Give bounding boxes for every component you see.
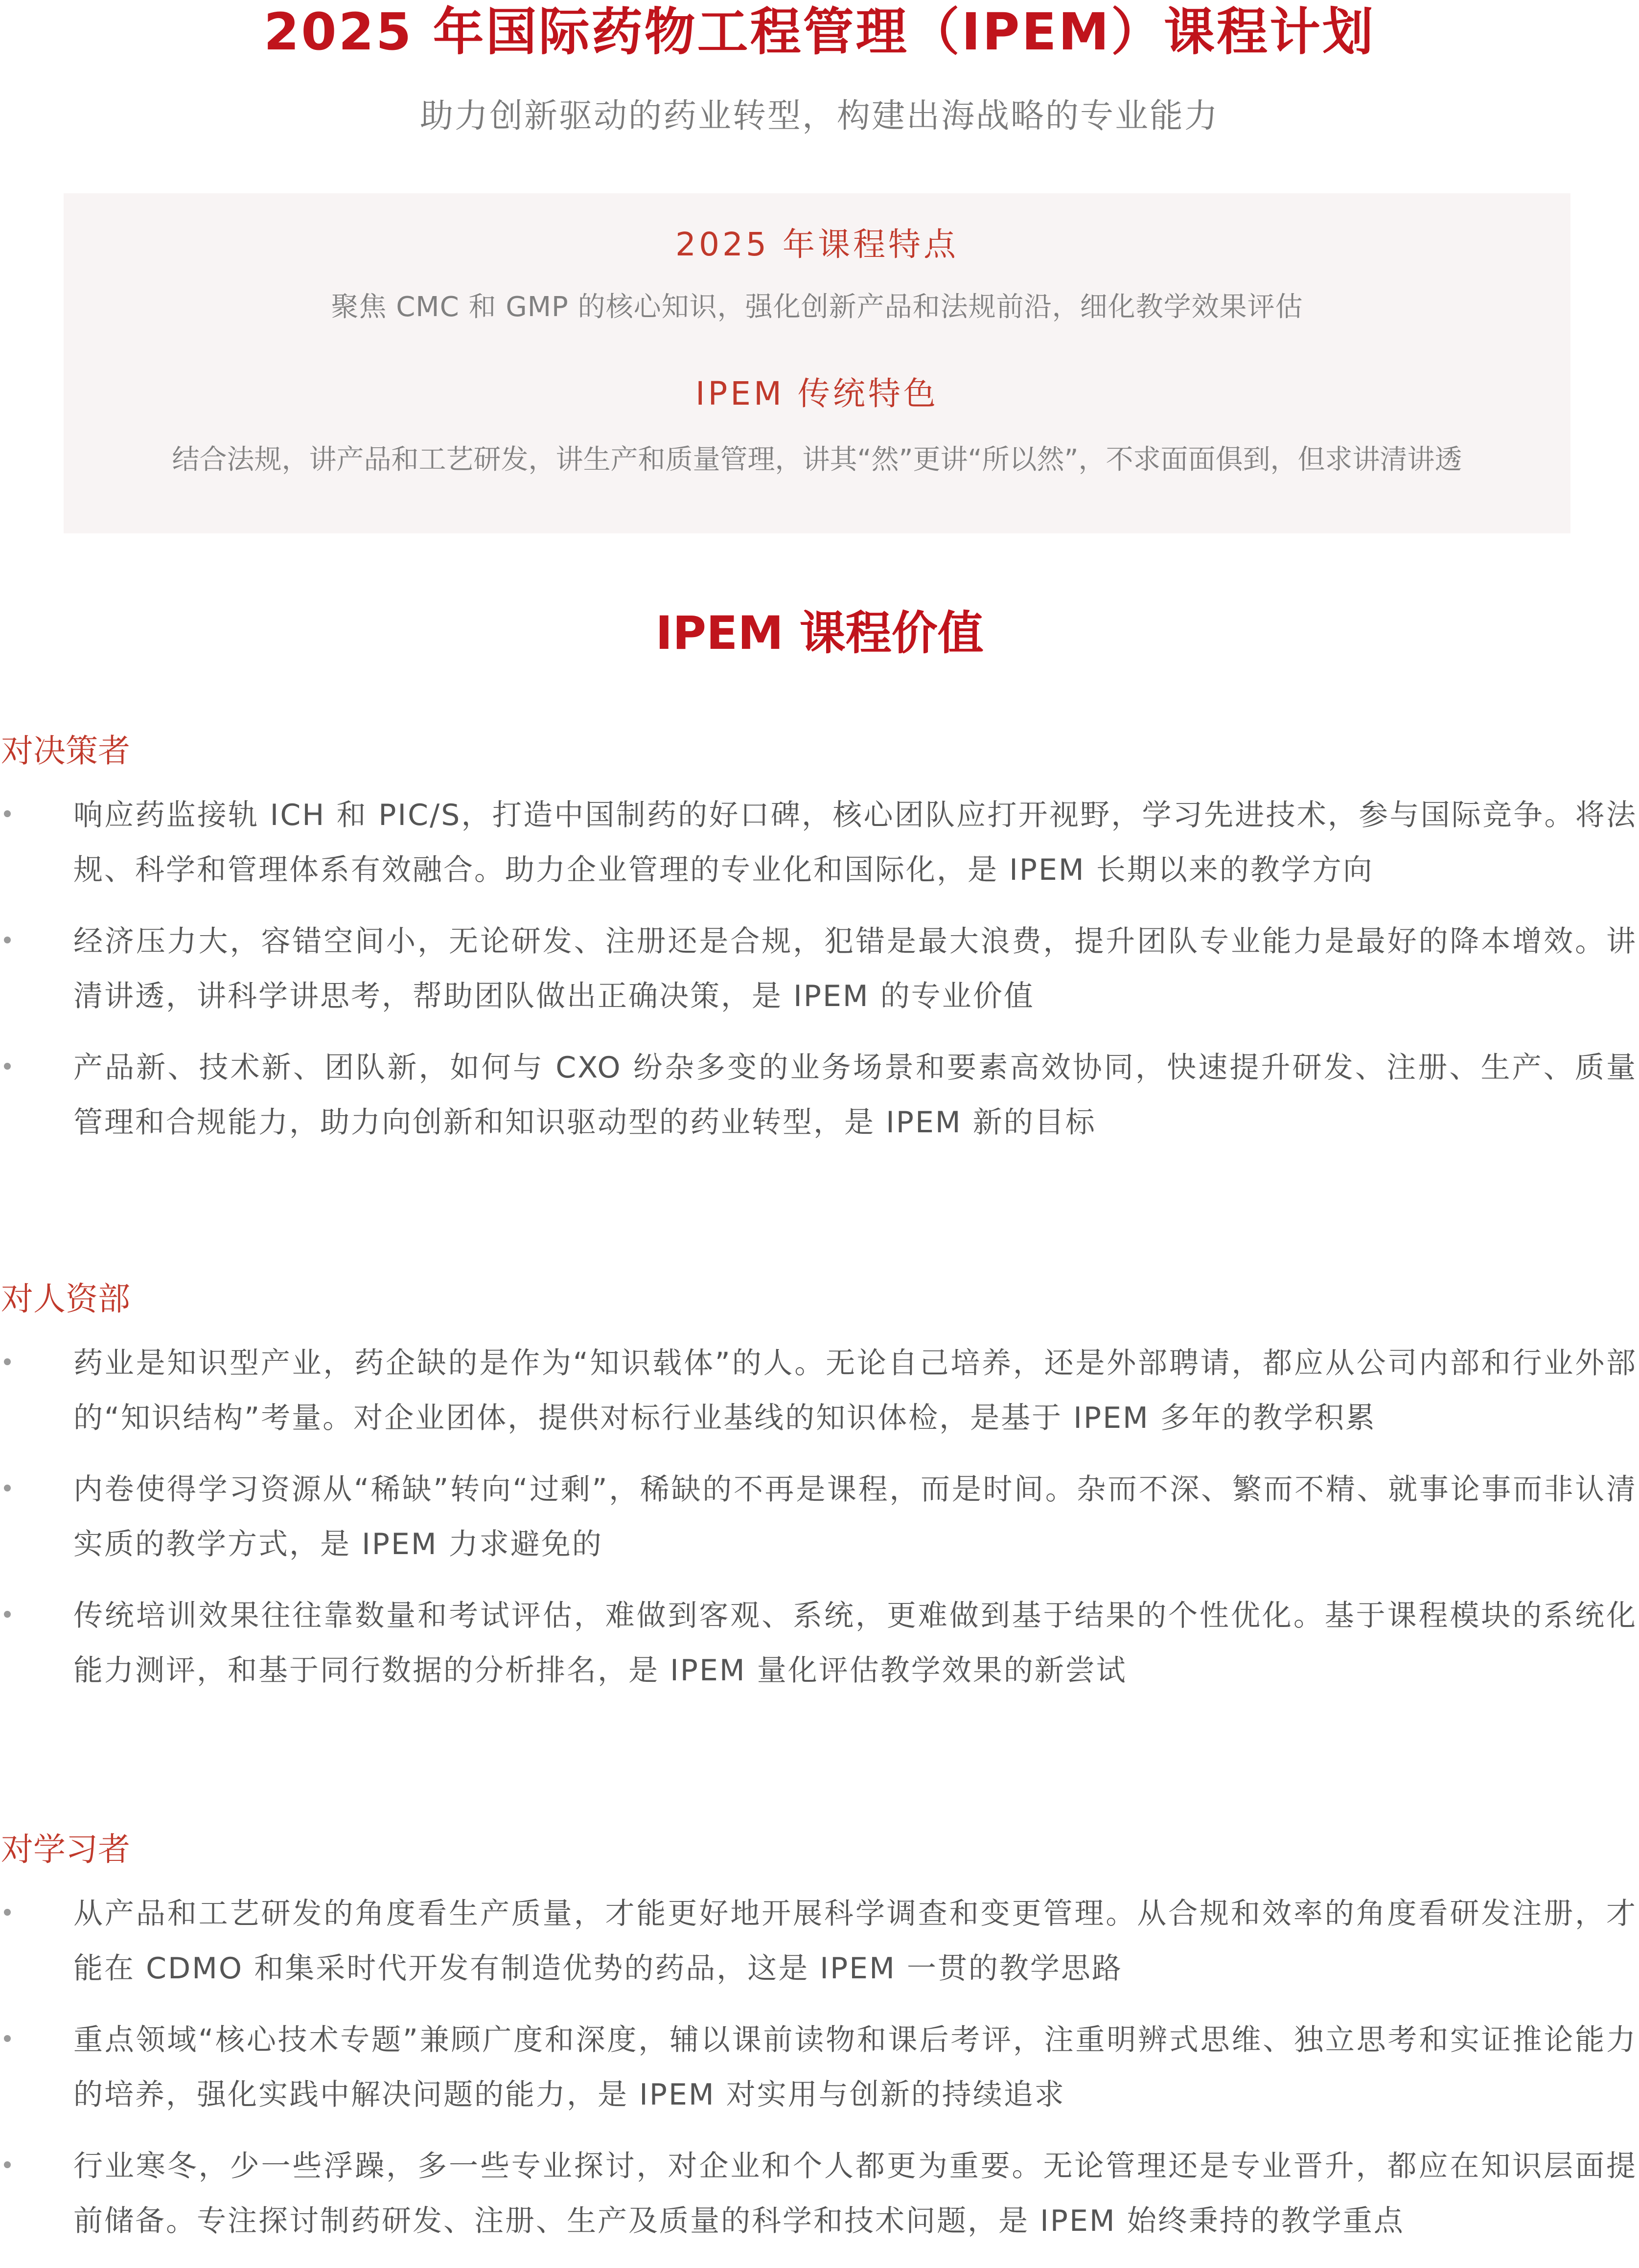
- list-item-text: 行业寒冬，少一些浮躁，多一些专业探讨，对企业和个人都更为重要。无论管理还是专业晋升，都应在知识层面提前储备。专注探讨制药研发、注册、生产及质量的科学和技术问题，是 IPEM 始终秉持的教学重点: [73, 2149, 1637, 2238]
- list-item: [0, 1462, 1639, 1572]
- list-item-text: 内卷使得学习资源从“稀缺”转向“过剩”，稀缺的不再是课程，而是时间。杂而不深、繁而不精、就事论事而非认清实质的教学方式，是 IPEM 力求避免的: [73, 1472, 1637, 1561]
- page-title: 2025 年国际药物工程管理（IPEM）课程计划: [263, 2, 1376, 62]
- list-item-text: 传统培训效果往往靠数量和考试评估，难做到客观、系统，更难做到基于结果的个性优化。基于课程模块的系统化能力测评，和基于同行数据的分析排名，是 IPEM 量化评估教学效果的新尝试: [73, 1599, 1637, 1688]
- year-features-desc: 聚焦 CMC 和 GMP 的核心知识，强化创新产品和法规前沿，细化教学效果评估: [331, 291, 1303, 323]
- value-section-title: IPEM 课程价值: [655, 607, 984, 660]
- list-item: [0, 1336, 1639, 1445]
- list-item-text: 产品新、技术新、团队新，如何与 CXO 纷杂多变的业务场景和要素高效协同，快速提升研发、注册、生产、质量管理和合规能力，助力向创新和知识驱动型的药业转型，是 IPEM 新的目标: [73, 1051, 1637, 1140]
- bullet-list: [0, 1336, 1639, 1698]
- tradition-desc: 结合法规，讲产品和工艺研发，讲生产和质量管理，讲其“然”更讲“所以然”，不求面面俱到，但求讲清讲透: [172, 444, 1462, 476]
- audience-heading: 对学习者: [1, 1831, 130, 1868]
- year-features-heading: 2025 年课程特点: [675, 226, 959, 263]
- audience-heading: 对人资部: [1, 1280, 130, 1318]
- list-item: [0, 1886, 1639, 1996]
- list-item: [0, 788, 1639, 897]
- bullet-dot-icon: [4, 2035, 11, 2042]
- feature-box: [64, 193, 1570, 533]
- audience-learners: [0, 1828, 1639, 2265]
- bullet-list: [0, 1886, 1639, 2248]
- audience-hr: [0, 1277, 1639, 1715]
- list-item-text: 重点领域“核心技术专题”兼顾广度和深度，辅以课前读物和课后考评，注重明辨式思维、独立思考和实证推论能力的培养，强化实践中解决问题的能力，是 IPEM 对实用与创新的持续追求: [73, 2023, 1637, 2112]
- tradition-heading: IPEM 传统特色: [695, 375, 939, 412]
- list-item-text: 经济压力大，容错空间小，无论研发、注册还是合规，犯错是最大浪费，提升团队专业能力是最好的降本增效。讲清讲透，讲科学讲思考，帮助团队做出正确决策，是 IPEM 的专业价值: [73, 924, 1637, 1013]
- list-item: [0, 2013, 1639, 2122]
- bullet-dot-icon: [4, 1358, 11, 1365]
- bullet-dot-icon: [4, 1909, 11, 1916]
- list-item: [0, 1040, 1639, 1150]
- list-item-text: 从产品和工艺研发的角度看生产质量，才能更好地开展科学调查和变更管理。从合规和效率的角度看研发注册，才能在 CDMO 和集采时代开发有制造优势的药品，这是 IPEM 一贯的教学思路: [73, 1897, 1637, 1986]
- list-item: [0, 2139, 1639, 2248]
- bullet-dot-icon: [4, 810, 11, 817]
- list-item: [0, 1588, 1639, 1698]
- bullet-list: [0, 788, 1639, 1150]
- bullet-dot-icon: [4, 1485, 11, 1491]
- bullet-dot-icon: [4, 2161, 11, 2168]
- bullet-dot-icon: [4, 937, 11, 943]
- bullet-dot-icon: [4, 1063, 11, 1070]
- list-item-text: 响应药监接轨 ICH 和 PIC/S，打造中国制药的好口碑，核心团队应打开视野，学习先进技术，参与国际竞争。将法规、科学和管理体系有效融合。助力企业管理的专业化和国际化，是 IPEM 长期以来的教学方向: [73, 798, 1637, 887]
- audience-decision-makers: [0, 729, 1639, 1167]
- list-item-text: 药业是知识型产业，药企缺的是作为“知识载体”的人。无论自己培养，还是外部聘请，都应从公司内部和行业外部的“知识结构”考量。对企业团体，提供对标行业基线的知识体检，是基于 IPEM 多年的教学积累: [73, 1346, 1637, 1435]
- bullet-dot-icon: [4, 1611, 11, 1618]
- list-item: [0, 914, 1639, 1024]
- audience-heading: 对决策者: [1, 732, 130, 770]
- page-subtitle: 助力创新驱动的药业转型，构建出海战略的专业能力: [419, 97, 1219, 136]
